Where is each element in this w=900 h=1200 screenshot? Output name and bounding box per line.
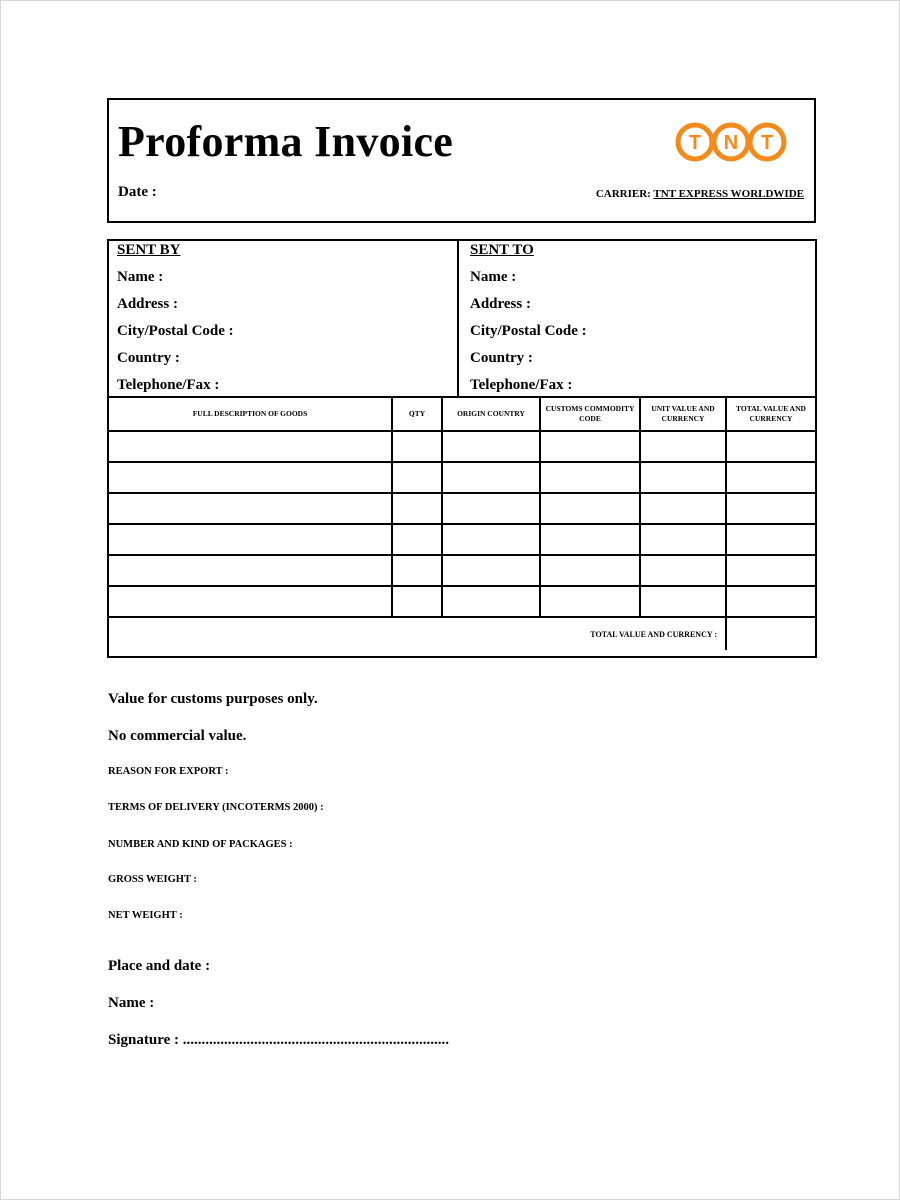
table-cell[interactable]	[392, 586, 442, 617]
table-cell[interactable]	[109, 555, 392, 586]
carrier-label: CARRIER:	[595, 188, 651, 200]
table-cell[interactable]	[392, 555, 442, 586]
svg-text:N: N	[723, 132, 739, 154]
date-label: Date :	[118, 184, 157, 200]
table-cell[interactable]	[640, 555, 726, 586]
table-cell[interactable]	[726, 524, 815, 555]
net-weight-label: NET WEIGHT :	[108, 910, 183, 921]
sent-to-address: Address :	[470, 296, 531, 312]
table-cell[interactable]	[540, 524, 640, 555]
table-cell[interactable]	[109, 586, 392, 617]
packages-label: NUMBER AND KIND OF PACKAGES :	[108, 839, 293, 850]
table-cell[interactable]	[640, 524, 726, 555]
sent-by-city-postal: City/Postal Code :	[117, 323, 234, 339]
col-qty: QTY	[392, 397, 442, 431]
invoice-header	[107, 98, 816, 223]
table-cell[interactable]	[540, 431, 640, 462]
col-origin-country: ORIGIN COUNTRY	[442, 397, 540, 431]
sent-by-country: Country :	[117, 350, 180, 366]
place-date-label: Place and date :	[108, 958, 211, 974]
reason-for-export-label: REASON FOR EXPORT :	[108, 766, 229, 777]
table-cell[interactable]	[726, 555, 815, 586]
sent-by-telephone: Telephone/Fax :	[117, 377, 220, 393]
sent-to-telephone: Telephone/Fax :	[470, 377, 573, 393]
total-row	[109, 617, 815, 650]
table-cell[interactable]	[442, 524, 540, 555]
sender-recipient-goods-box	[107, 239, 817, 658]
terms-of-delivery-label: TERMS OF DELIVERY (INCOTERMS 2000) :	[108, 802, 324, 813]
customs-note: Value for customs purposes only.	[108, 691, 318, 707]
table-row	[109, 462, 815, 493]
table-cell[interactable]	[442, 431, 540, 462]
svg-text:T: T	[688, 132, 702, 154]
goods-table-header	[109, 397, 815, 431]
table-row	[109, 524, 815, 555]
sent-by-address: Address :	[117, 296, 178, 312]
table-cell[interactable]	[109, 524, 392, 555]
svg-text:T: T	[760, 132, 774, 154]
table-cell[interactable]	[109, 462, 392, 493]
col-total-value: TOTAL VALUE AND CURRENCY	[726, 397, 815, 431]
table-cell[interactable]	[640, 586, 726, 617]
table-cell[interactable]	[726, 462, 815, 493]
carrier-value: TNT EXPRESS WORLDWIDE	[653, 188, 804, 200]
goods-table	[109, 396, 815, 650]
signer-name-label: Name :	[108, 995, 155, 1011]
page-title: Proforma Invoice	[118, 117, 454, 166]
table-cell[interactable]	[442, 586, 540, 617]
table-cell[interactable]	[392, 524, 442, 555]
gross-weight-label: GROSS WEIGHT :	[108, 874, 197, 885]
table-row	[109, 586, 815, 617]
table-cell[interactable]	[442, 555, 540, 586]
table-cell[interactable]	[109, 493, 392, 524]
table-row	[109, 555, 815, 586]
sent-to-name: Name :	[470, 269, 517, 285]
table-cell[interactable]	[392, 493, 442, 524]
table-cell[interactable]	[640, 493, 726, 524]
no-commercial-note: No commercial value.	[108, 728, 247, 744]
table-cell[interactable]	[640, 431, 726, 462]
sent-to-city-postal: City/Postal Code :	[470, 323, 587, 339]
table-cell[interactable]	[540, 493, 640, 524]
table-cell[interactable]	[726, 431, 815, 462]
sent-to-country: Country :	[470, 350, 533, 366]
col-commodity-code: CUSTOMS COMMODITY CODE	[540, 397, 640, 431]
col-description: FULL DESCRIPTION OF GOODS	[109, 397, 392, 431]
carrier-line	[596, 188, 804, 200]
sent-to-heading: SENT TO	[470, 242, 534, 258]
table-cell[interactable]	[109, 431, 392, 462]
col-unit-value: UNIT VALUE AND CURRENCY	[640, 397, 726, 431]
table-cell[interactable]	[726, 493, 815, 524]
signature-line: Signature : .......................................................................	[108, 1032, 449, 1048]
table-row	[109, 493, 815, 524]
sent-by-heading: SENT BY	[117, 242, 181, 258]
table-cell[interactable]	[442, 462, 540, 493]
total-value-label: TOTAL VALUE AND CURRENCY :	[109, 617, 726, 650]
table-cell[interactable]	[726, 586, 815, 617]
table-cell[interactable]	[392, 462, 442, 493]
table-cell[interactable]	[442, 493, 540, 524]
tnt-logo-icon	[675, 120, 787, 164]
table-cell[interactable]	[640, 462, 726, 493]
address-divider	[457, 241, 459, 396]
table-cell[interactable]	[540, 462, 640, 493]
table-cell[interactable]	[540, 586, 640, 617]
table-row	[109, 431, 815, 462]
table-cell[interactable]	[392, 431, 442, 462]
total-value-cell[interactable]	[726, 617, 815, 650]
sent-by-name: Name :	[117, 269, 164, 285]
table-cell[interactable]	[540, 555, 640, 586]
